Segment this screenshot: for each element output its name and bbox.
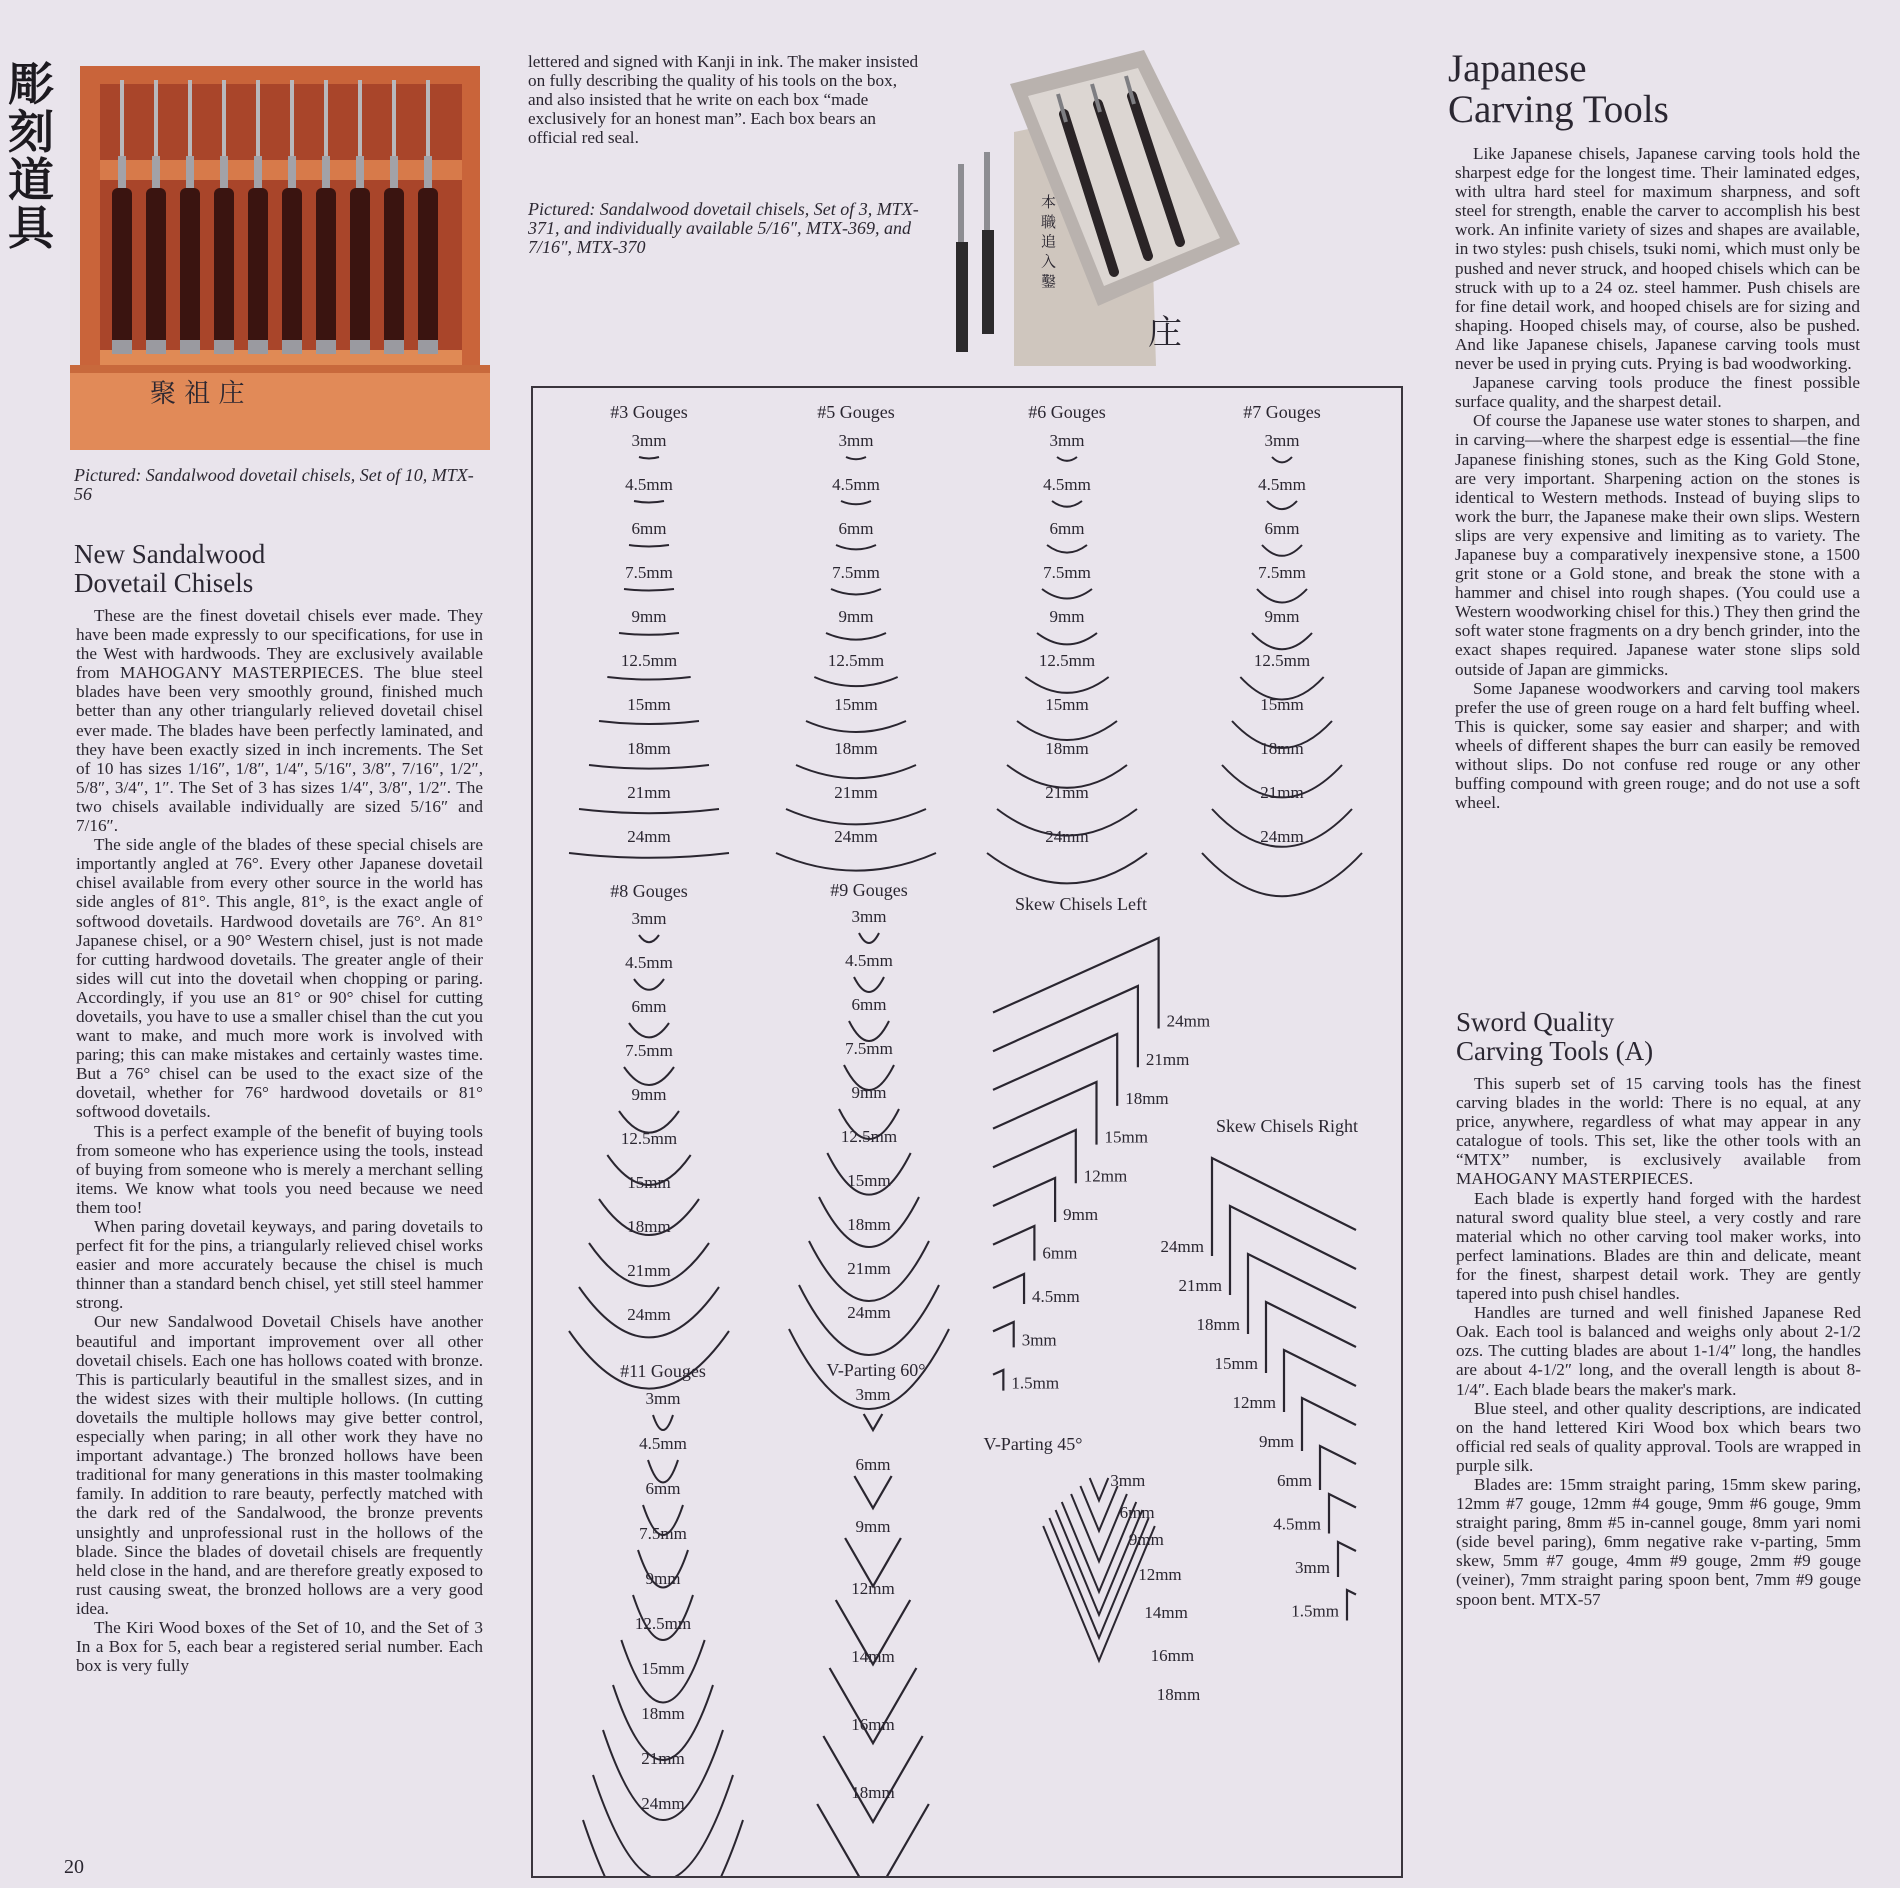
kanji-char: 具 (8, 201, 54, 255)
chisel-handle (316, 188, 336, 348)
size-label: 1.5mm (1291, 1601, 1339, 1621)
gouge-profile (1042, 589, 1092, 599)
size-label: 24mm (1260, 827, 1304, 846)
size-label: 9mm (1063, 1204, 1099, 1224)
size-label: 12mm (1138, 1565, 1182, 1584)
size-label: 6mm (1264, 519, 1300, 538)
heading-line: New Sandalwood (74, 539, 266, 569)
chisel-handle (112, 188, 132, 348)
size-label: 21mm (1045, 783, 1089, 802)
skew-profile (993, 1322, 1014, 1347)
paragraph: Handles are turned and well finished Japanese Red Oak. Each tool is balanced and weighs only about 2-1/2 ozs. The cutting blades are about 1-1/4″ long, the handles are about 4-1/2″ long, and the overall length is about 8-1/4″. Each blade bears the maker's mark. (1456, 1303, 1861, 1399)
size-label: 6mm (645, 1479, 681, 1498)
size-label: 15mm (1045, 695, 1089, 714)
skew-left-title: Skew Chisels Left (1015, 894, 1147, 914)
v-parting-profile (817, 1804, 929, 1876)
chisel-hoop (146, 340, 166, 354)
skew-profile (1320, 1446, 1356, 1490)
size-label: 12.5mm (827, 651, 885, 670)
size-label: 14mm (851, 1647, 895, 1666)
gouge-profile (619, 633, 679, 635)
size-label: 4.5mm (1273, 1514, 1321, 1534)
skew-profile (993, 1370, 1003, 1391)
size-label: 15mm (1214, 1354, 1258, 1373)
size-label: 3mm (851, 907, 887, 926)
size-label: 7.5mm (625, 563, 673, 582)
chisel-ferrule (118, 156, 126, 190)
maker-mark: 聚 祖 庄 (150, 379, 245, 409)
size-label: 15mm (641, 1659, 685, 1678)
gouge-group-title: #9 Gouges (830, 880, 908, 900)
skew-profile (993, 1130, 1076, 1183)
size-label: 18mm (1260, 739, 1304, 758)
chisel-ferrule (152, 156, 160, 190)
chisel-handle (418, 188, 438, 348)
gouge-profile (849, 1021, 889, 1041)
size-label: 4.5mm (1258, 475, 1306, 494)
kanji-title (8, 57, 58, 255)
chisel-blade (392, 80, 396, 160)
size-label: 24mm (834, 827, 878, 846)
gouge-profile (579, 809, 719, 813)
size-label: 15mm (627, 1173, 671, 1192)
gouge-group-title: #11 Gouges (620, 1361, 706, 1381)
v-parting-profile (1090, 1478, 1109, 1500)
paragraph: The Kiri Wood boxes of the Set of 10, and the Set of 3 In a Box for 5, each bear a registered serial number. Each box is very fully (76, 1617, 483, 1676)
size-label: 3mm (1021, 1330, 1057, 1350)
size-label: 12.5mm (840, 1127, 898, 1146)
size-label: 9mm (1264, 607, 1300, 626)
v-parting-profile (1071, 1494, 1127, 1561)
size-label: 18mm (1156, 1685, 1201, 1704)
right-heading (1448, 48, 1848, 130)
size-label: 18mm (851, 1783, 895, 1802)
chisel-blade (426, 80, 430, 160)
size-label: 12mm (1232, 1393, 1276, 1412)
gouge-group-title: #3 Gouges (610, 402, 688, 422)
skew-profile (993, 1034, 1117, 1106)
paragraph: Like Japanese chisels, Japanese carving tools hold the sharpest edge for the longest time. Their laminated edges, with ultra hard steel for maximum sharpness, and soft steel for strength, enable the carver to accomplish his best work. An infinite variety of sizes and shapes are available, in two styles: push chisels, tsuki nomi, which must only be pushed and never struck, and hooped chisels which can be struck with up to a 24 oz. steel hammer. Push chisels are for fine detail work, and hooped chisels are for sizing and shaping. Hooped chisels may, of course, also be pushed. And like Japanese chisels, Japanese carving tools must never be used in prying cuts. Prying is bad woodworking. (1455, 144, 1860, 374)
size-label: 4.5mm (1032, 1286, 1080, 1306)
size-label: 24mm (847, 1303, 891, 1322)
chisel-blade (358, 80, 362, 160)
skew-profile (1329, 1494, 1356, 1534)
gouge-profile (639, 935, 659, 942)
chisel-blade (188, 80, 192, 160)
size-label: 6mm (855, 1455, 891, 1474)
size-label: 7.5mm (1043, 563, 1091, 582)
v-parting-profile (823, 1736, 922, 1822)
gouge-profile (806, 721, 906, 732)
size-label: 4.5mm (1043, 475, 1091, 494)
gouge-profile (831, 589, 881, 595)
size-label: 7.5mm (625, 1041, 673, 1060)
v-parting-profile (854, 1476, 891, 1508)
gouge-profile (599, 721, 699, 724)
size-label: 15mm (1104, 1127, 1148, 1147)
chisel-handle (180, 188, 200, 348)
heading-line: Carving Tools (A) (1456, 1036, 1654, 1066)
size-label: 4.5mm (625, 475, 673, 494)
size-label: 15mm (847, 1171, 891, 1190)
chisel-blade (120, 80, 124, 160)
size-label: 9mm (838, 607, 874, 626)
skew-profile (1284, 1350, 1356, 1412)
size-label: 12mm (851, 1579, 895, 1598)
gouge-profile (796, 765, 916, 778)
size-label: 6mm (1042, 1243, 1078, 1263)
size-label: 18mm (834, 739, 878, 758)
gouge-profile (836, 545, 876, 549)
v-parting-60-title: V-Parting 60° (826, 1360, 926, 1380)
gouge-profile (1252, 633, 1312, 649)
gouge-profile (854, 977, 884, 992)
gouge-profile (624, 589, 674, 591)
size-label: 7.5mm (832, 563, 880, 582)
size-label: 4.5mm (832, 475, 880, 494)
size-label: 6mm (631, 997, 667, 1016)
gouge-profile (653, 1415, 673, 1430)
chisel-blade (154, 80, 158, 160)
size-label: 6mm (851, 995, 887, 1014)
size-label: 4.5mm (845, 951, 893, 970)
gouge-group-title: #7 Gouges (1243, 402, 1321, 422)
skew-profile (993, 1226, 1034, 1261)
skew-profile (1347, 1590, 1356, 1621)
heading-line: Carving Tools (1448, 88, 1669, 131)
gouge-profile (987, 853, 1147, 883)
paragraph: The side angle of the blades of these special chisels are importantly angled at 76°. Every other Japanese dovetail chisel available from every other source in the world has side angles of 81°. This angle, 81°, is the exact angle of softwood dovetails. Hardwood dovetails are 76°. An 81° Japanese chisel, or a 90° Western chisel, just is not made for cutting hardwood dovetails. The greater angle of their sides will cut into the dovetail when chopping or paring. Accordingly, if you use an 81° or 90° chisel for cutting dovetails, you have to use a smaller chisel than the cut you want to make, and much more work is involved with paring; this can make mistakes and certainly wastes time. But a 76° chisel can be used to the exact size of the dovetail, whether for 76° hardwood dovetails or 81° softwood dovetails. (76, 835, 483, 1122)
paragraph: Of course the Japanese use water stones to sharpen, and in carving—where the sharpest edge is essential—the fine Japanese finishing stones, such as the King Gold Stone, are very important. Sharpening action on the stones is identical to Western methods. Instead of buying slips to work the burr, the Japanese make their own slips. Western slips are very expensive and limiting as to variety. The Japanese buy a comparatively inexpensive stone, a 1500 grit stone or a Gold stone, and break the stone with a hammer and chisel into rough shapes. (You could use a Western woodworking chisel for this.) They then grind the soft water stone fragments on a dry bench grinder, into the exact shapes required. Japanese water stone slips sold outside of Japan are gimmicks. (1455, 411, 1860, 679)
chisel-blade (222, 80, 226, 160)
size-label: 18mm (641, 1704, 685, 1723)
size-label: 9mm (631, 1085, 667, 1104)
size-label: 21mm (627, 783, 671, 802)
size-label: 3mm (855, 1385, 891, 1404)
size-label: 24mm (627, 1305, 671, 1324)
left-heading (74, 540, 454, 598)
size-label: 18mm (627, 739, 671, 758)
size-label: 15mm (834, 695, 878, 714)
gouge-profile (1047, 545, 1087, 553)
size-label: 3mm (1295, 1558, 1330, 1577)
size-label: 7.5mm (845, 1039, 893, 1058)
size-label: 18mm (627, 1217, 671, 1236)
chisel-handle (248, 188, 268, 348)
chisel-blade (324, 80, 328, 160)
chisel-hoop (112, 340, 132, 354)
size-label: 3mm (645, 1389, 681, 1408)
skew-right-title: Skew Chisels Right (1215, 1116, 1359, 1136)
size-label: 24mm (1166, 1011, 1211, 1031)
chisel-hoop (350, 340, 370, 354)
left-column-text (76, 606, 483, 1675)
size-label: 7.5mm (639, 1524, 687, 1543)
sword-quality-heading (1456, 1008, 1856, 1066)
tool-profile-chart (531, 386, 1403, 1878)
size-label: 6mm (1277, 1471, 1312, 1490)
gouge-group-title: #5 Gouges (817, 402, 895, 422)
gouge-profile (607, 677, 690, 680)
size-label: 14mm (1144, 1603, 1188, 1622)
paragraph: Blades are: 15mm straight paring, 15mm skew paring, 12mm #7 gouge, 12mm #4 gouge, 9mm #6 gouge, 9mm straight paring, 8mm #5 in-cannel gouge, 8mm yari nomi (side bevel paring), 6mm negative rake v-parting, 5mm skew, 5mm #7 gouge, 4mm #9 gouge, 2mm #9 gouge (veiner), 7mm straight paring spoon bent, 7mm #9 gouge spoon bent. MTX-57 (1456, 1474, 1861, 1609)
size-label: 21mm (627, 1261, 671, 1280)
chisel-handle (214, 188, 234, 348)
gouge-profile (583, 1820, 743, 1876)
size-label: 24mm (627, 827, 671, 846)
gouge-profile (629, 1023, 669, 1037)
gouge-profile (1202, 853, 1362, 896)
gouge-group-title: #8 Gouges (610, 881, 688, 901)
photo2-caption: Pictured: Sandalwood dovetail chisels, Set of 3, MTX-371, and individually available 5/16″, MTX-369, and 7/16″, MTX-370 (528, 199, 919, 257)
v-parting-profile (1080, 1486, 1117, 1531)
chisel-ferrule (186, 156, 194, 190)
paragraph: Each blade is expertly hand forged with the hardest natural sword quality blue steel, a very costly and rare material which no other carving tool maker works, into perfect laminations. Blades are thin and delicate, meant for the finest, sharpest detail work. They are gently tapered into push chisel handles. (1456, 1188, 1861, 1304)
size-label: 9mm (645, 1569, 681, 1588)
size-label: 9mm (1259, 1432, 1294, 1451)
paragraph: This superb set of 15 carving tools has the finest carving blades in the world: There is no equal, at any price, anywhere, regardless of what may appear in any catalogue of tools. This set, like the other tools with an “MTX” number, is exclusively available from MAHOGANY MASTERPIECES. (1456, 1074, 1861, 1189)
size-label: 6mm (631, 519, 667, 538)
photo-chisel-set-of-3 (948, 44, 1240, 366)
chisel-blade (290, 80, 294, 160)
size-label: 12.5mm (620, 651, 678, 670)
gouge-profile (1025, 677, 1108, 693)
page-number: 20 (64, 1856, 84, 1878)
size-label: 21mm (1145, 1050, 1190, 1070)
chisel-blade (256, 80, 260, 160)
size-label: 21mm (847, 1259, 891, 1278)
chisel-handle (350, 188, 370, 348)
gouge-group-title: #6 Gouges (1028, 402, 1106, 422)
gouge-profile (1272, 457, 1292, 462)
gouge-profile (589, 765, 709, 769)
size-label: 16mm (851, 1715, 895, 1734)
heading-line: Japanese (1448, 47, 1587, 90)
size-label: 3mm (631, 431, 667, 450)
size-label: 18mm (1125, 1088, 1169, 1108)
v-parting-45-title: V-Parting 45° (983, 1434, 1083, 1454)
size-label: 9mm (851, 1083, 887, 1102)
gouge-profile (1257, 589, 1307, 603)
kanji-char: 刻 (8, 105, 54, 159)
size-label: 6mm (1049, 519, 1085, 538)
gouge-profile (639, 457, 659, 459)
size-label: 3mm (838, 431, 874, 450)
paragraph: Blue steel, and other quality descriptions, are indicated on the hand lettered Kiri Wood box which bears two official red seals of quality approval. Tools are wrapped in purple silk. (1456, 1398, 1861, 1475)
size-label: 4.5mm (639, 1434, 687, 1453)
gouge-profile (634, 501, 664, 503)
gouge-profile (1017, 721, 1117, 740)
box-description-paragraph: lettered and signed with Kanji in ink. The maker insisted on fully describing the quality of his tools on the box, and also insisted that he write on each box “made exclusively for an honest man”. Each box bears an official red seal. (528, 52, 919, 148)
kanji-char: 道 (8, 153, 54, 207)
gouge-profile (814, 677, 897, 686)
skew-profile (993, 1274, 1024, 1304)
size-label: 12mm (1083, 1166, 1128, 1186)
gouge-profile (629, 545, 669, 547)
size-label: 6mm (838, 519, 874, 538)
size-label: 21mm (641, 1749, 685, 1768)
chisel-ferrule (390, 156, 398, 190)
skew-profile (1338, 1542, 1356, 1577)
photo1-caption: Pictured: Sandalwood dovetail chisels, Set of 10, MTX-56 (74, 465, 474, 504)
chisel-ferrule (322, 156, 330, 190)
size-label: 21mm (834, 783, 878, 802)
chisel-hoop (384, 340, 404, 354)
chisel-handle (282, 188, 302, 348)
size-label: 12.5mm (620, 1129, 678, 1148)
size-label: 9mm (1128, 1530, 1164, 1549)
size-label: 21mm (1178, 1276, 1222, 1295)
size-label: 24mm (1045, 827, 1089, 846)
kanji-char: 彫 (8, 57, 54, 111)
box-maker-mark: 庄 (1148, 313, 1182, 353)
size-label: 12.5mm (1253, 651, 1311, 670)
size-label: 21mm (1260, 783, 1304, 802)
size-label: 3mm (1264, 431, 1300, 450)
size-label: 9mm (855, 1517, 891, 1536)
size-label: 24mm (641, 1794, 685, 1813)
gouge-profile (1057, 457, 1077, 461)
heading-line: Sword Quality (1456, 1007, 1615, 1037)
chisel-ferrule (424, 156, 432, 190)
skew-profile (1248, 1254, 1356, 1334)
skew-profile (993, 1178, 1055, 1222)
v-parting-profile (864, 1414, 883, 1430)
chisel-ferrule (220, 156, 228, 190)
size-label: 18mm (1196, 1315, 1240, 1334)
size-label: 18mm (1045, 739, 1089, 758)
size-label: 3mm (1049, 431, 1085, 450)
chisel-ferrule (254, 156, 262, 190)
chisel-hoop (214, 340, 234, 354)
paragraph: Japanese carving tools produce the finest possible surface quality, and the sharpest detail. (1455, 373, 1860, 412)
gouge-profile (634, 979, 664, 990)
gouge-profile (841, 501, 871, 504)
paragraph: These are the finest dovetail chisels ever made. They have been made expressly to our specifications, for use in the West with hardwoods. They are exclusively available from MAHOGANY MASTERPIECES. The blue steel blades have been very smoothly ground, finished much better than any other triangularly relieved dovetail chisel ever made. The blades have been perfectly laminated, and they have been exactly sized in inch increments. The Set of 10 has sizes 1/16″, 1/8″, 1/4″, 5/16″, 3/8″, 7/16″, 1/2″, 5/8″, 3/4″, 1″. The Set of 3 has sizes 1/4″, 3/8″, 1/2″. The two chisels available individually are sized 5/16″ and 7/16″. (76, 606, 483, 836)
size-label: 18mm (847, 1215, 891, 1234)
chisel-hoop (418, 340, 438, 354)
gouge-profile (1052, 501, 1082, 507)
box-inscription: 本 職 追 入 鑿 (1039, 194, 1057, 289)
gouge-profile (569, 853, 729, 858)
size-label: 16mm (1150, 1646, 1195, 1665)
gouge-profile (624, 1067, 674, 1085)
gouge-profile (1037, 633, 1097, 644)
gouge-profile (846, 457, 866, 459)
size-label: 12.5mm (1038, 651, 1096, 670)
chisel-handle (146, 188, 166, 348)
chisel-handle (384, 188, 404, 348)
gouge-profile (776, 853, 936, 871)
size-label: 15mm (1260, 695, 1304, 714)
right-column-text (1455, 144, 1860, 812)
skew-profile (993, 1082, 1097, 1145)
chisel-hoop (316, 340, 336, 354)
gouge-profile (859, 933, 879, 943)
size-label: 7.5mm (1258, 563, 1306, 582)
paragraph: Our new Sandalwood Dovetail Chisels have another beautiful and important improvement over all other dovetail chisels. Each one has hollows coated with bronze. This is particularly beautiful in the smallest sizes, and in the widest sizes with their multiple hollows. (In cutting dovetails the multiple hollows may give better control, especially when paring; in all other work they have no important advantage.) The bronzed hollows have been traditional for many generations in this master toolmaking family. In addition to rare beauty, perfectly matched with the dark red of the Sandalwood, the bronze prevents unsightly and unprofessional rust in the hollows of the blade. Since the blades of dovetail chisels are frequently held close in the hand, and are therefore greatly exposed to rust causing sweat, the bronzed hollows are a very good idea. (76, 1312, 483, 1618)
heading-line: Dovetail Chisels (74, 568, 254, 598)
size-label: 9mm (1049, 607, 1085, 626)
gouge-profile (593, 1775, 733, 1876)
sword-quality-text (1456, 1074, 1861, 1609)
chisel-hoop (248, 340, 268, 354)
chisel-hoop (282, 340, 302, 354)
paragraph: Some Japanese woodworkers and carving tool makers prefer the use of green rouge on a hard felt buffing wheel. This is quicker, some say easier and sharper; and with wheels of different shapes the burr can easily be removed without slips. Do not confuse red rouge or any other buffing compound with green rouge; and do not use a soft wheel. (1455, 678, 1860, 813)
size-label: 4.5mm (625, 953, 673, 972)
size-label: 15mm (627, 695, 671, 714)
chisel-ferrule (356, 156, 364, 190)
size-label: 6mm (1119, 1503, 1155, 1522)
size-label: 12.5mm (634, 1614, 692, 1633)
size-label: 9mm (631, 607, 667, 626)
gouge-profile (1267, 501, 1297, 509)
size-label: 3mm (631, 909, 667, 928)
gouge-profile (1262, 545, 1302, 556)
gouge-profile (826, 633, 886, 640)
paragraph: When paring dovetail keyways, and paring dovetails to perfect fit for the pins, a triangularly relieved chisel works easier and more accurately because the chisel is much thinner than a standard bench chisel, yet still steel hammer strong. (76, 1217, 483, 1313)
gouge-profile (786, 809, 926, 824)
chisel-ferrule (288, 156, 296, 190)
photo-chisel-set-of-10 (70, 60, 490, 450)
size-label: 24mm (1160, 1237, 1204, 1256)
chisel-hoop (180, 340, 200, 354)
paragraph: This is a perfect example of the benefit of buying tools from someone who has experience using the tools, instead of buying from someone who is merely a merchant selling items. We know what tools you need because we need them too! (76, 1121, 483, 1217)
size-label: 3mm (1110, 1471, 1146, 1490)
size-label: 1.5mm (1011, 1373, 1060, 1393)
skew-profile (1302, 1398, 1356, 1451)
